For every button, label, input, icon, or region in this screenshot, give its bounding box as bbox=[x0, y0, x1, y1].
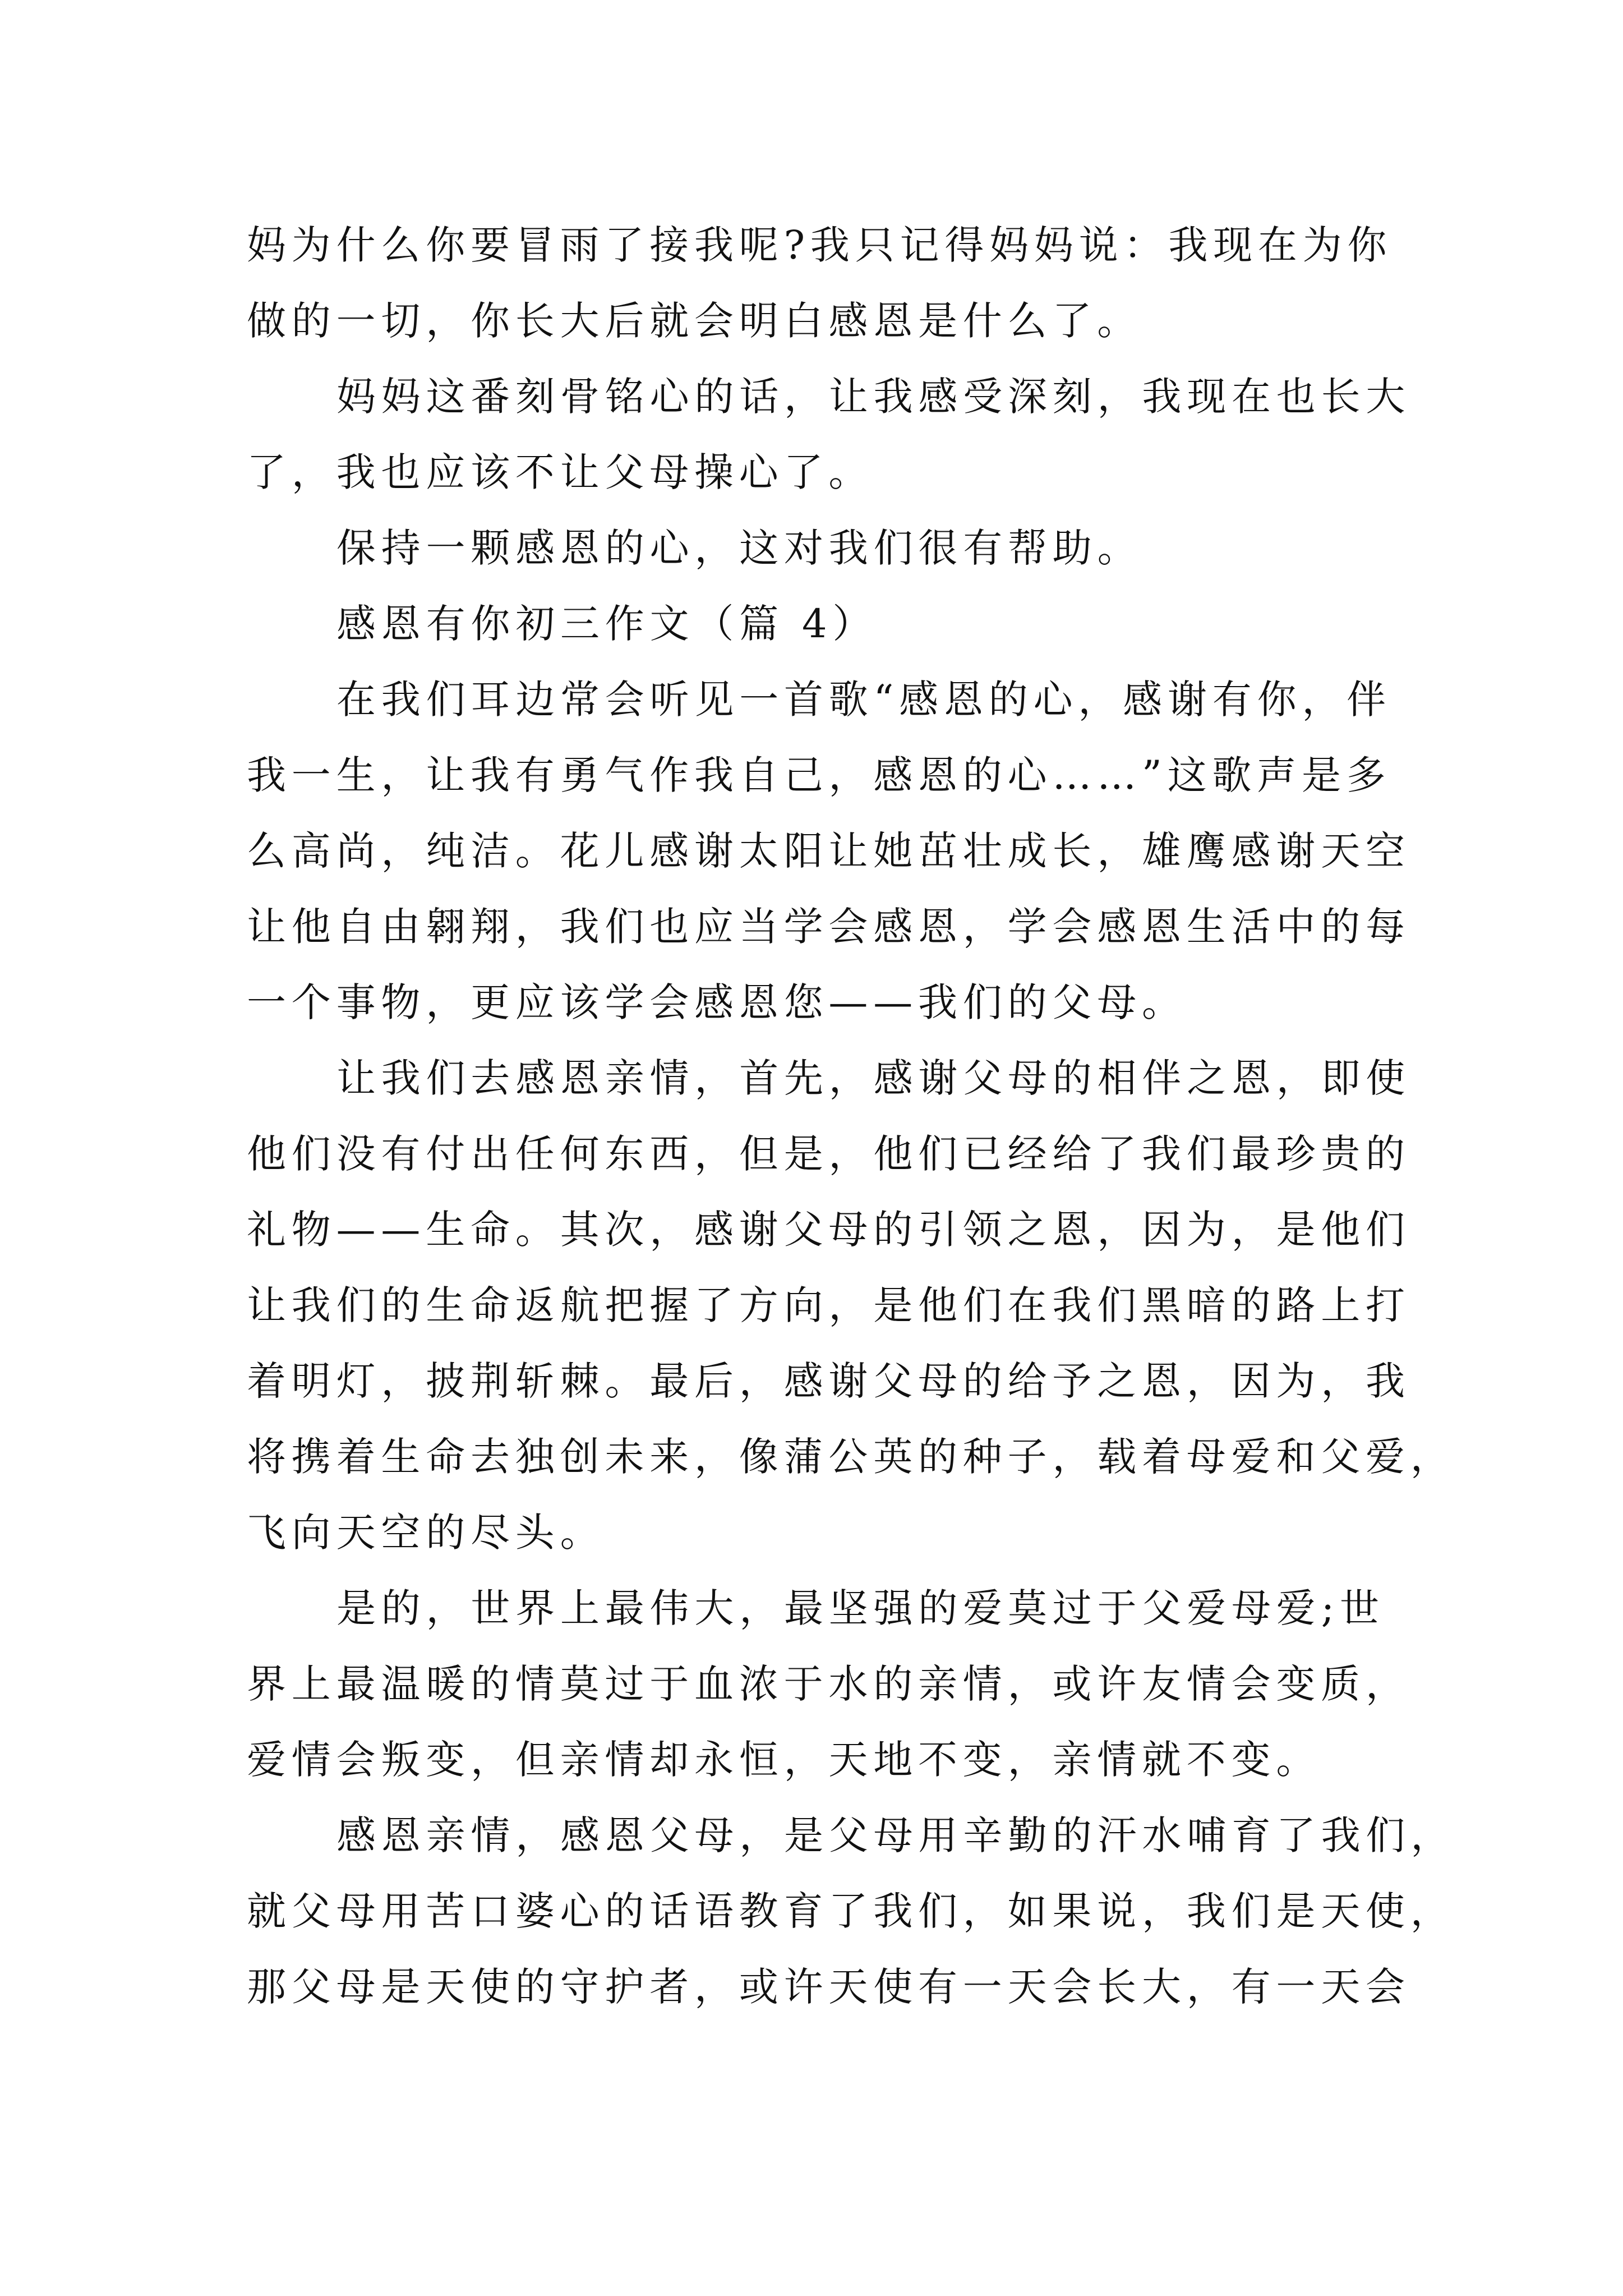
text-line: 礼物——生命。其次，感谢父母的引领之恩，因为，是他们 bbox=[247, 1207, 1410, 1253]
text-line: 做的一切，你长大后就会明白感恩是什么了。 bbox=[247, 298, 1142, 344]
text-line: 在我们耳边常会听见一首歌“感恩的心，感谢有你，伴 bbox=[336, 677, 1391, 723]
text-line: 他们没有付出任何东西，但是，他们已经给了我们最珍贵的 bbox=[247, 1131, 1410, 1177]
text-line: 我一生，让我有勇气作我自己，感恩的心……”这歌声是多 bbox=[247, 752, 1391, 798]
text-line: 着明灯，披荆斩棘。最后，感谢父母的给予之恩，因为，我 bbox=[247, 1358, 1410, 1404]
text-line: 妈为什么你要冒雨了接我呢?我只记得妈妈说：我现在为你 bbox=[247, 222, 1393, 268]
text-line: 那父母是天使的守护者，或许天使有一天会长大，有一天会 bbox=[247, 1964, 1410, 2010]
essay-body bbox=[247, 208, 1455, 2025]
text-line: 将携着生命去独创未来，像蒲公英的种子，载着母爱和父爱， bbox=[247, 1434, 1455, 1480]
text-line: 让我们去感恩亲情，首先，感谢父母的相伴之恩，即使 bbox=[336, 1055, 1411, 1101]
text-line: 飞向天空的尽头。 bbox=[247, 1510, 605, 1556]
text-line: 了，我也应该不让父母操心了。 bbox=[247, 449, 874, 495]
section-heading: 感恩有你初三作文（篇 4） bbox=[336, 601, 878, 647]
text-line: 妈妈这番刻骨铭心的话，让我感受深刻，我现在也长大 bbox=[336, 374, 1411, 420]
text-line: 一个事物，更应该学会感恩您——我们的父母。 bbox=[247, 979, 1187, 1025]
text-line: 爱情会叛变，但亲情却永恒，天地不变，亲情就不变。 bbox=[247, 1737, 1321, 1783]
text-line: 让我们的生命返航把握了方向，是他们在我们黑暗的路上打 bbox=[247, 1282, 1410, 1328]
text-line: 保持一颗感恩的心，这对我们很有帮助。 bbox=[336, 525, 1142, 571]
text-line: 就父母用苦口婆心的话语教育了我们，如果说，我们是天使， bbox=[247, 1888, 1455, 1934]
text-line: 感恩亲情，感恩父母，是父母用辛勤的汗水哺育了我们， bbox=[336, 1812, 1455, 1858]
text-line: 界上最温暖的情莫过于血浓于水的亲情，或许友情会变质， bbox=[247, 1661, 1410, 1707]
text-line: 让他自由翱翔，我们也应当学会感恩，学会感恩生活中的每 bbox=[247, 904, 1410, 950]
text-line: 是的，世界上最伟大，最坚强的爱莫过于父爱母爱;世 bbox=[336, 1585, 1385, 1631]
text-line: 么高尚，纯洁。花儿感谢太阳让她茁壮成长，雄鹰感谢天空 bbox=[247, 828, 1410, 874]
